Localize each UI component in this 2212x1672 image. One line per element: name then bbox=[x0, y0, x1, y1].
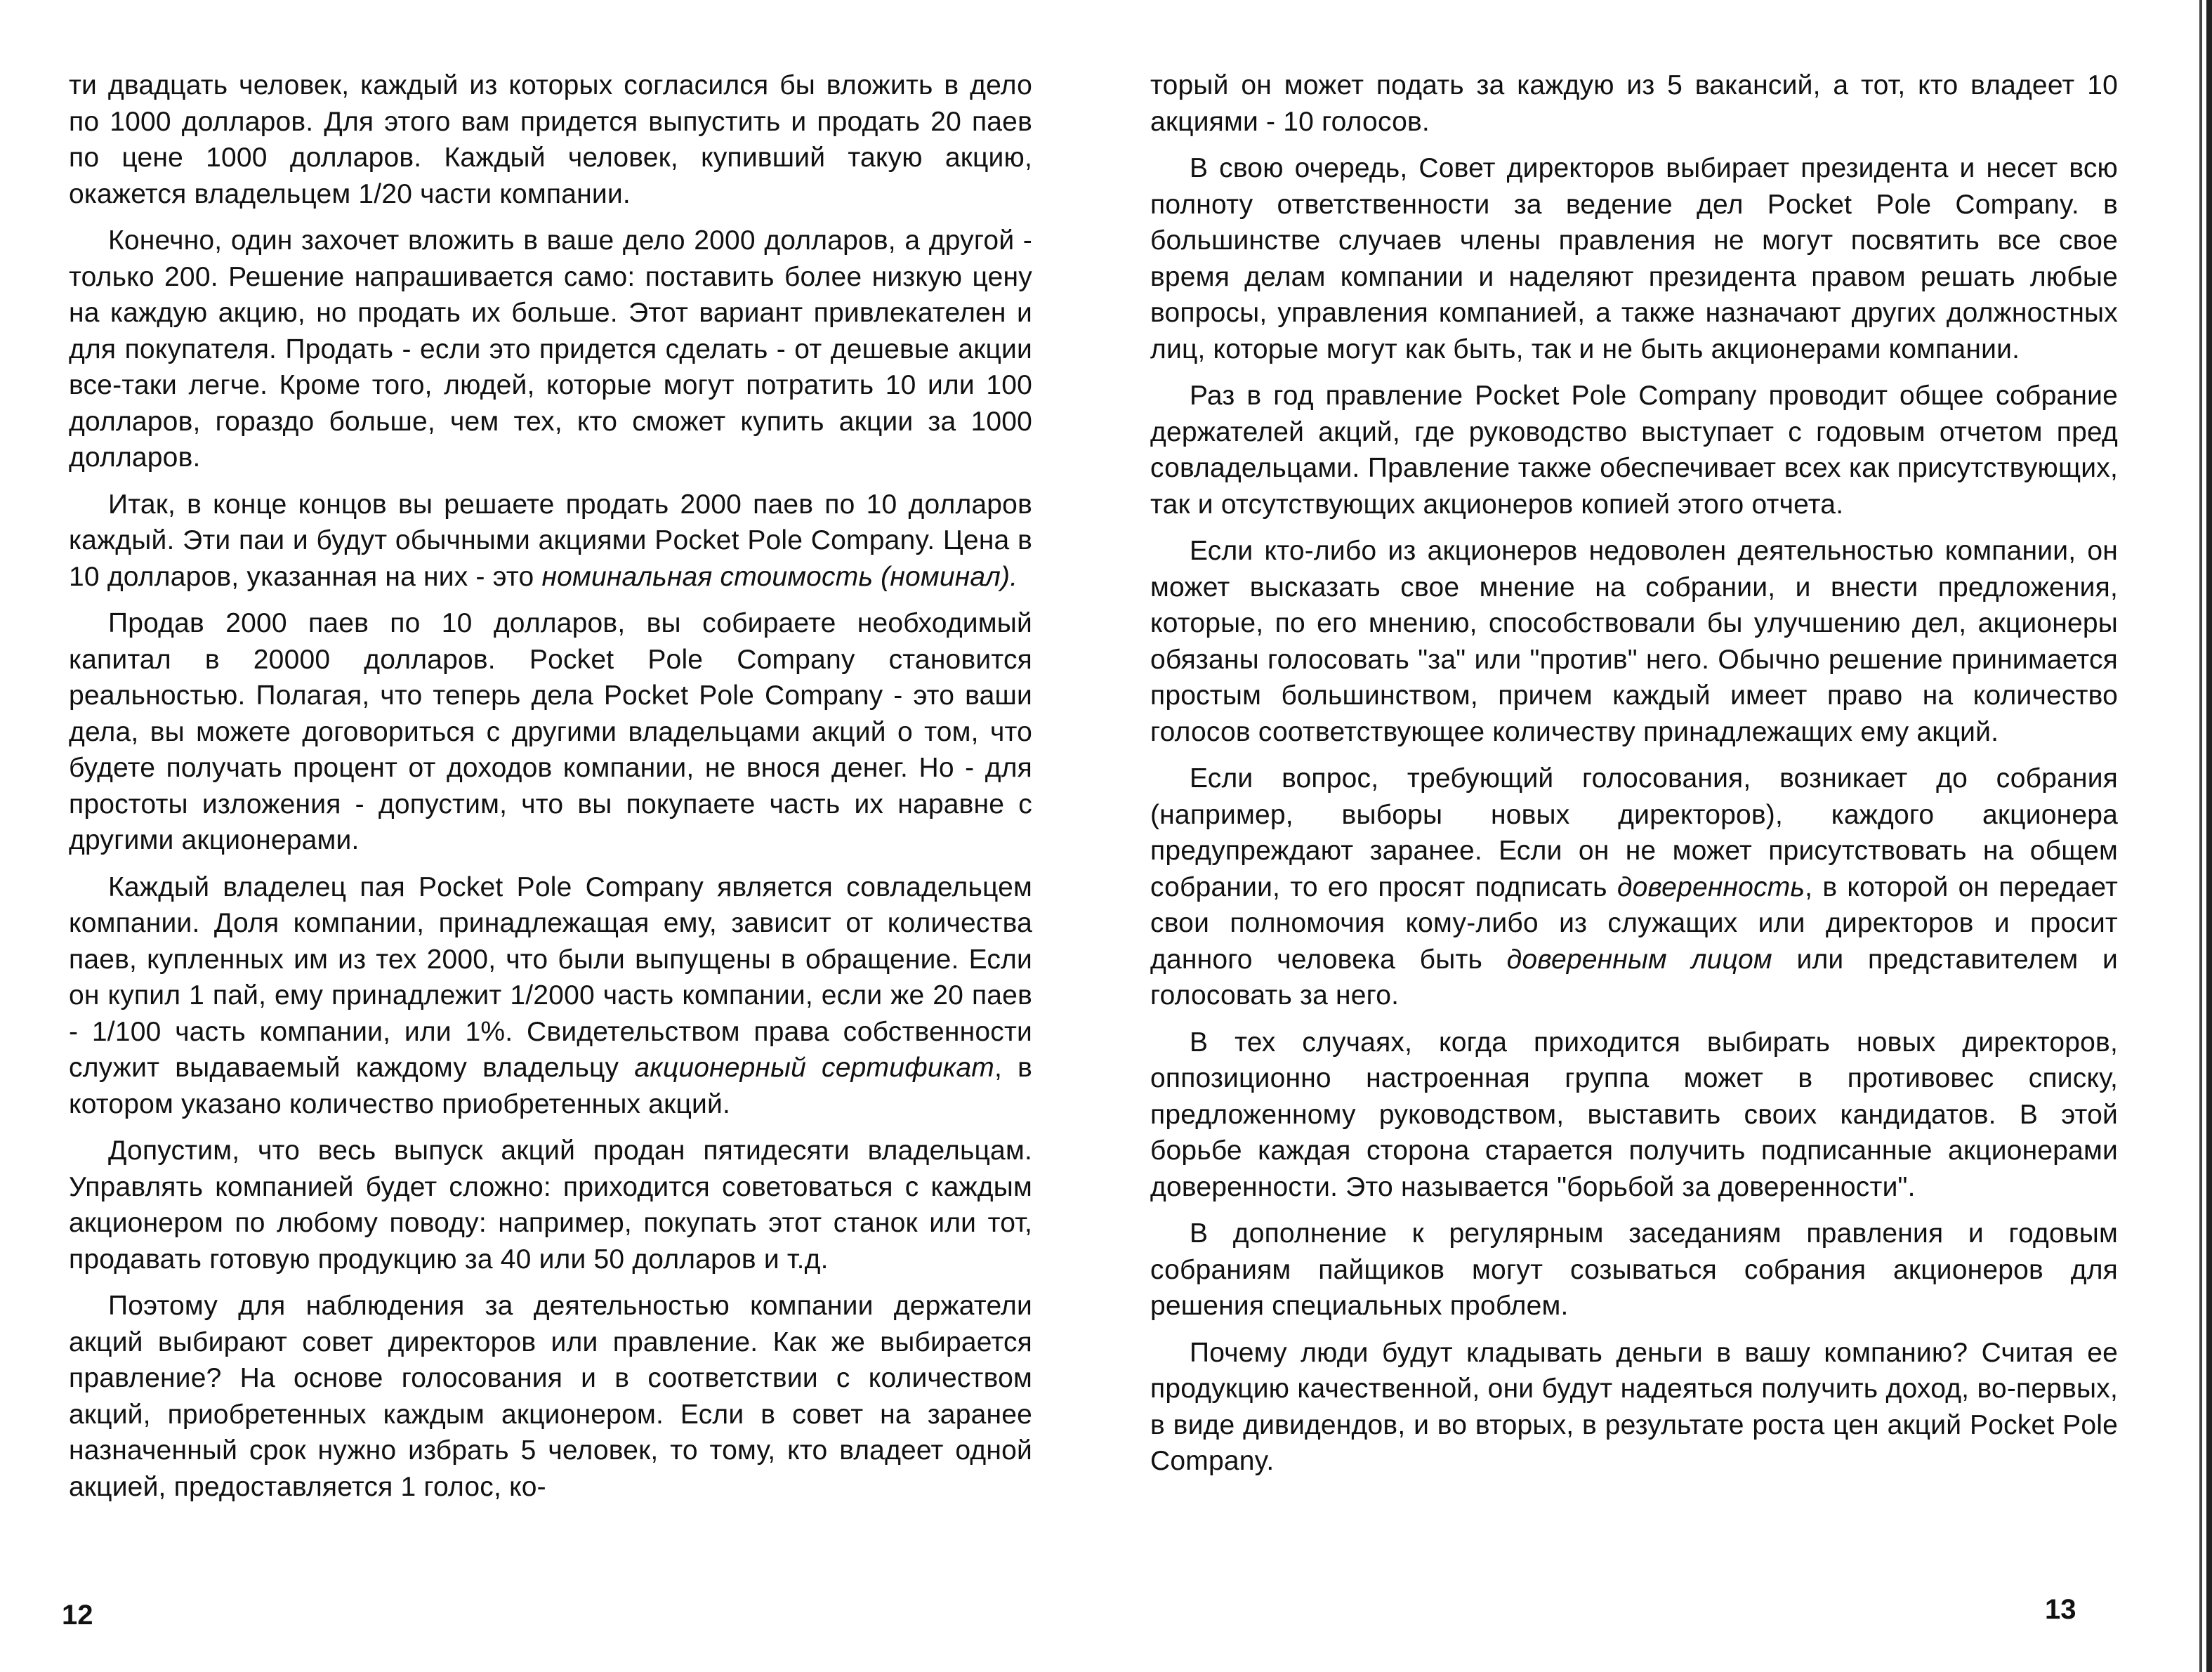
right-page bbox=[1095, 0, 2177, 1672]
paragraph-text: , в которой он передает свои полномочия кому-либо из служащих или директоров и просит данного человека быть bbox=[1150, 871, 2118, 975]
paragraph: В свою очередь, Совет директоров выбирает президента и несет всю полноту ответственности за ведение дел Pocket Pole Company. в большинстве случаев члены правления не могут посвятить все свое время делам компании и наделяют президента правом решать любые вопросы, управления компанией, а также назначают других должностных лиц, которые могут как быть, так и не быть акционерами компании. bbox=[1150, 153, 2118, 364]
term-italic: акционерный сертификат bbox=[634, 1053, 994, 1083]
page-number: 13 bbox=[2045, 1594, 2076, 1625]
page-edge-border bbox=[2206, 0, 2212, 1672]
paragraph-text: Каждый владелец пая Pocket Pole Company является совладельцем компании. Доля компании, принадлежащая ему, зависит от количества паев, купленных им из тех 2000, что были выпущены в обращение. Если он купил 1 пай, ему принадлежит 1/2000 часть компании, если же 20 паев - 1/100 часть компании, или 1%. Свидетельством права собственности служит выдаваемый каждому владельцу bbox=[69, 871, 1032, 1083]
paragraph: Поэтому для наблюдения за деятельностью компании держатели акций выбирают совет директоров или правление. Как же выбирается правление? На основе голосования и в соответствии с количеством акций, приобретенных каждым акционером. Если в совет на заранее назначенный срок нужно избрать 5 человек, то тому, кто владеет одной акцией, предоставляется 1 голос, ко- bbox=[69, 1291, 1032, 1502]
paragraph bbox=[69, 487, 1032, 595]
term-italic: доверенным лицом bbox=[1506, 944, 1772, 975]
paragraph: ти двадцать человек, каждый из которых согласился бы вложить в дело по 1000 долларов. Для этого вам придется выпустить и продать 20 паев по цене 1000 долларов. Каждый человек, купивший такую акцию, окажется владельцем 1/20 части компании. bbox=[69, 70, 1032, 209]
paragraph bbox=[1150, 761, 2118, 1014]
paragraph: Раз в год правление Pocket Pole Company проводит общее собрание держателей акций, где руководство выступает с годовым отчетом пред совладельцами. Правление также обеспечивает всех как присутствующих, так и отсутствующих акционеров копией этого отчета. bbox=[1150, 381, 2118, 520]
paragraph: Продав 2000 паев по 10 долларов, вы собираете необходимый капитал в 20000 долларов. Pocket Pole Company становится реальностью. Полагая, что теперь дела Pocket Pole Company - это ваши дела, вы можете договориться с другими владельцами акций о том, что будете получать процент от доходов компании, не внося денег. Но - для простоты изложения - допустим, что вы покупаете часть их наравне с другими акционерами. bbox=[69, 608, 1032, 855]
paragraph: В тех случаях, когда приходится выбирать новых директоров, оппозиционно настроенная группа может в противовес списку, предложенному руководством, выставить своих кандидатов. В этой борьбе каждая сторона старается получить подписанные акционерами доверенности. Это называется "борьбой за доверенности". bbox=[1150, 1027, 2118, 1202]
paragraph-text: Итак, в конце концов вы решаете продать 2000 паев по 10 долларов каждый. Эти паи и будут обычными акциями Pocket Pole Company. Цена в 10 долларов, указанная на них - это bbox=[69, 489, 1032, 592]
term-italic: номинальная стоимость (номинал). bbox=[541, 561, 1018, 592]
paragraph: Почему люди будут кладывать деньги в вашу компанию? Считая ее продукцию качественной, они будут надеяться получить доход, во-первых, в виде дивидендов, и во вторых, в результате роста цен акций Pocket Pole Company. bbox=[1150, 1337, 2118, 1476]
term-italic: доверенность bbox=[1617, 871, 1805, 902]
paragraph: торый он может подать за каждую из 5 вакансий, а тот, кто владеет 10 акциями - 10 голосов. bbox=[1150, 70, 2118, 137]
paragraph: Допустим, что весь выпуск акций продан пятидесяти владельцам. Управлять компанией будет сложно: приходится советоваться с каждым акционером по любому поводу: например, покупать этот станок или тот, продавать готовую продукцию за 40 или 50 долларов и т.д. bbox=[69, 1135, 1032, 1275]
paragraph-text: или представителем и голосовать за него. bbox=[1150, 944, 2118, 1011]
left-page bbox=[0, 0, 1081, 1672]
paragraph: Конечно, один захочет вложить в ваше дело 2000 долларов, а другой - только 200. Решение напрашивается само: поставить более низкую цену на каждую акцию, но продать их больше. Этот вариант привлекателен и для покупателя. Продать - если это придется сделать - от дешевые акции все-таки легче. Кроме того, людей, которые могут потратить 10 или 100 долларов, гораздо больше, чем тех, кто сможет купить акции за 1000 долларов. bbox=[69, 225, 1032, 473]
page-number: 12 bbox=[62, 1600, 93, 1631]
paragraph-text: Если вопрос, требующий голосования, возникает до собрания (например, выборы новых директоров), каждого акционера предупреждают заранее. Если он не может присутствовать на общем собрании, то его просят подписать bbox=[1150, 763, 2118, 902]
paragraph-text: , в котором указано количество приобретенных акций. bbox=[69, 1053, 1033, 1119]
right-text-column bbox=[1150, 67, 2118, 1480]
left-text-column bbox=[69, 67, 1032, 1505]
paragraph: Если кто-либо из акционеров недоволен деятельностью компании, он может высказать свое мнение на собрании, и внести предложения, которые, по его мнению, способствовали бы улучшению дел, акционеры обязаны голосовать "за" или "против" него. Обычно решение принимается простым большинством, причем каждый имеет право на количество голосов соответствующее количеству принадлежащих ему акций. bbox=[1150, 536, 2118, 747]
paragraph bbox=[69, 869, 1032, 1123]
paragraph: В дополнение к регулярным заседаниям правления и годовым собраниям пайщиков могут созываться собрания акционеров для решения специальных проблем. bbox=[1150, 1218, 2118, 1321]
